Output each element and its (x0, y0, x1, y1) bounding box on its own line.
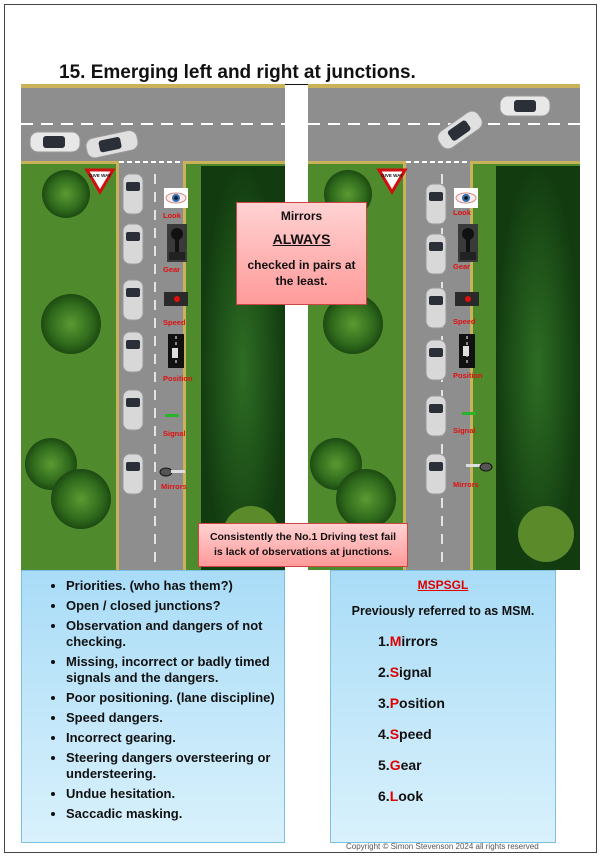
list-item: • Incorrect gearing. (66, 730, 284, 746)
label-position: Position (453, 371, 483, 380)
gear-stick-icon (458, 224, 478, 262)
label-mirrors: Mirrors (161, 482, 187, 491)
gear-stick-icon (167, 224, 187, 262)
page-title: 15. Emerging left and right at junctions. (59, 62, 416, 83)
label-speed: Speed (453, 317, 476, 326)
label-position: Position (163, 374, 193, 383)
label-look: Look (453, 208, 471, 217)
list-item: • Undue hesitation. (66, 786, 284, 802)
tree (51, 469, 111, 529)
dangers-panel (21, 570, 285, 843)
label-speed: Speed (163, 318, 186, 327)
label-signal: Signal (453, 426, 476, 435)
tree (518, 506, 574, 562)
mspsgl-item-gear: 5.Gear (378, 757, 422, 773)
list-item: • Poor positioning. (lane discipline) (66, 690, 284, 706)
dangers-list (22, 578, 284, 822)
list-item: • Observation and dangers of not checking. (66, 618, 284, 650)
road-position-icon (459, 334, 475, 368)
label-mirrors: Mirrors (453, 480, 479, 489)
mspsgl-item-mirrors: 1.Mirrors (378, 633, 438, 649)
list-item: • Speed dangers. (66, 710, 284, 726)
give-way-sign-text: GIVE WAY (89, 173, 111, 178)
road-position-icon (168, 334, 184, 368)
signal-arrow-icon (462, 412, 476, 415)
list-item: • Open / closed junctions? (66, 598, 284, 614)
label-gear: Gear (453, 262, 471, 271)
mirrors-callout-emphasis: ALWAYS (272, 231, 331, 247)
mirrors-callout-heading: Mirrors (280, 209, 323, 223)
fail-callout: Consistently the No.1 Driving test fail is lack of observations at junctions. (198, 523, 408, 567)
mirrors-callout-body: checked in pairs at the least. (247, 258, 356, 288)
mspsgl-heading: MSPSGL (417, 578, 469, 592)
list-item: • Steering dangers oversteering or understeering. (66, 750, 284, 782)
give-way-sign-text: GIVE WAY (381, 173, 403, 178)
mirrors-callout (236, 202, 367, 305)
label-gear: Gear (163, 265, 181, 274)
mspsgl-subheading: Previously referred to as MSM. (351, 604, 535, 618)
label-look: Look (163, 211, 181, 220)
speedometer-icon (455, 292, 479, 306)
mspsgl-item-position: 3.Position (378, 695, 445, 711)
speedometer-icon (164, 292, 188, 306)
junction-scene-right (308, 84, 572, 570)
list-item: • Missing, incorrect or badly timed signals and the dangers. (66, 654, 284, 686)
mspsgl-item-look: 6.Look (378, 788, 424, 804)
mspsgl-item-speed: 4.Speed (378, 726, 432, 742)
tree (41, 294, 101, 354)
mspsgl-item-signal: 2.Signal (378, 664, 432, 680)
mspsgl-panel (330, 570, 556, 843)
list-item: • Priorities. (who has them?) (66, 578, 284, 594)
signal-arrow-icon (165, 414, 179, 417)
copyright-notice: Copyright © Simon Stevenson 2024 all rights reserved (346, 842, 539, 851)
tree (336, 469, 396, 529)
junction-scene-left (21, 84, 285, 570)
label-signal: Signal (163, 429, 186, 438)
eye-icon (164, 188, 188, 208)
list-item: • Saccadic masking. (66, 806, 284, 822)
eye-icon (454, 188, 478, 208)
tree (42, 170, 90, 218)
